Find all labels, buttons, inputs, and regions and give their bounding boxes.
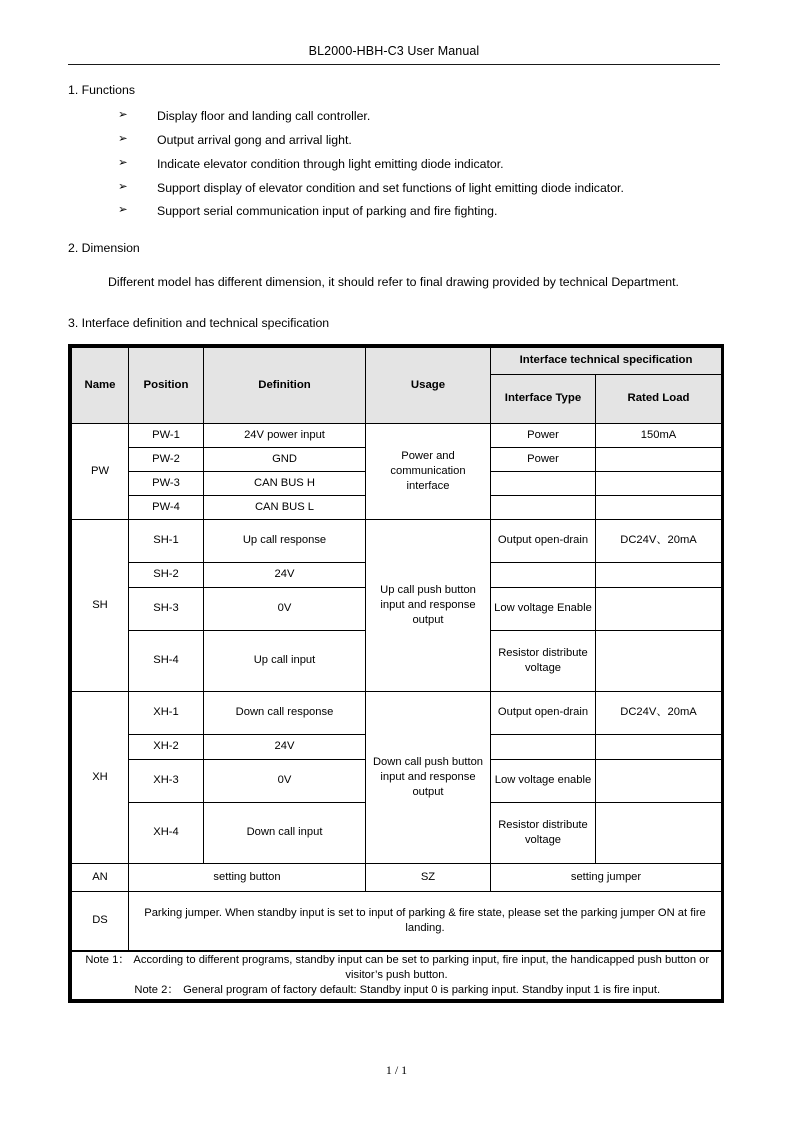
cell-position: SH-3 [129, 588, 204, 631]
cell-name: XH [72, 692, 129, 864]
list-item-label: Support serial communication input of parking and fire fighting. [157, 204, 498, 219]
cell-ds-name: DS [72, 892, 129, 952]
cell-interface-type [491, 563, 596, 588]
functions-list [0, 110, 793, 217]
arrow-bullet-icon: ➢ [118, 133, 128, 145]
cell-interface-type: Low voltage Enable [491, 588, 596, 631]
cell-position: PW-2 [129, 448, 204, 472]
cell-interface-type: Power [491, 424, 596, 448]
list-item-label: Support display of elevator condition and set functions of light emitting diode indicator. [157, 180, 624, 195]
cell-rated-load [596, 563, 722, 588]
cell-definition: CAN BUS L [204, 496, 366, 520]
arrow-bullet-icon: ➢ [118, 180, 128, 193]
cell-definition: 24V [204, 735, 366, 760]
list-item [0, 158, 793, 170]
cell-rated-load [596, 496, 722, 520]
cell-definition: 0V [204, 588, 366, 631]
list-item [0, 110, 793, 122]
cell-an-value: setting button [129, 864, 366, 892]
table-row-an [72, 864, 722, 892]
cell-usage: Power and communication interface [366, 424, 491, 520]
cell-definition: 24V [204, 563, 366, 588]
cell-sz-value: setting jumper [491, 864, 722, 892]
table-row [72, 520, 722, 563]
cell-position: PW-4 [129, 496, 204, 520]
header-rule [68, 64, 720, 65]
cell-definition: Down call response [204, 692, 366, 735]
cell-position: XH-2 [129, 735, 204, 760]
cell-interface-type: Output open-drain [491, 520, 596, 563]
note-label: Note 2： [134, 984, 179, 997]
header-interface-type: Interface Type [491, 375, 596, 424]
cell-interface-type: Power [491, 448, 596, 472]
cell-rated-load [596, 448, 722, 472]
cell-interface-type [491, 496, 596, 520]
cell-position: SH-1 [129, 520, 204, 563]
header-position: Position [129, 348, 204, 424]
cell-ds-value: Parking jumper. When standby input is set to input of parking & fire state, please set the parking jumper ON at fire landing. [129, 892, 722, 952]
list-item [0, 182, 793, 194]
cell-interface-type: Resistor distribute voltage [491, 803, 596, 864]
list-item [0, 134, 793, 146]
cell-rated-load [596, 760, 722, 803]
table-row [72, 424, 722, 448]
running-header: BL2000-HBH-C3 User Manual [308, 44, 480, 58]
cell-usage: Up call push button input and response output [366, 520, 491, 692]
cell-interface-type [491, 472, 596, 496]
cell-rated-load: DC24V、20mA [596, 692, 722, 735]
cell-position: XH-3 [129, 760, 204, 803]
header-usage: Usage [366, 348, 491, 424]
cell-definition: CAN BUS H [204, 472, 366, 496]
cell-definition: Down call input [204, 803, 366, 864]
cell-usage: Down call push button input and response output [366, 692, 491, 864]
header-rated-load: Rated Load [596, 375, 722, 424]
note-text: General program of factory default: Standby input 0 is parking input. Standby input 1 is fire input. [183, 984, 661, 997]
cell-interface-type: Resistor distribute voltage [491, 631, 596, 692]
cell-rated-load [596, 735, 722, 760]
dimension-paragraph: Different model has different dimension, it should refer to final drawing provided by technical Department. [108, 274, 679, 289]
header-spec-group: Interface technical specification [491, 348, 722, 375]
section-heading-functions: 1. Functions [68, 83, 135, 97]
page-footer: 1 / 1 [385, 1063, 408, 1077]
interface-spec-table-container [68, 344, 724, 1003]
section-heading-dimension: 2. Dimension [68, 240, 140, 255]
note-line [74, 983, 719, 998]
cell-definition: Up call response [204, 520, 366, 563]
cell-definition: 24V power input [204, 424, 366, 448]
interface-spec-table [71, 347, 722, 1000]
note-text: According to different programs, standby input can be set to parking input, fire input, the handicapped push button or visitor’s push button. [133, 954, 710, 982]
cell-interface-type [491, 735, 596, 760]
arrow-bullet-icon: ➢ [118, 109, 128, 122]
table-row-ds [72, 892, 722, 952]
cell-interface-type: Low voltage enable [491, 760, 596, 803]
cell-name: PW [72, 424, 129, 520]
section-heading-interface: 3. Interface definition and technical specification [68, 315, 330, 330]
cell-position: PW-3 [129, 472, 204, 496]
cell-position: XH-1 [129, 692, 204, 735]
cell-rated-load [596, 803, 722, 864]
cell-position: SH-4 [129, 631, 204, 692]
notes-cell [72, 951, 722, 1000]
cell-position: XH-4 [129, 803, 204, 864]
cell-definition: GND [204, 448, 366, 472]
list-item-label: Display floor and landing call controller. [157, 109, 371, 124]
table-row-notes [72, 951, 722, 1000]
cell-sz-name: SZ [366, 864, 491, 892]
cell-rated-load [596, 472, 722, 496]
list-item-label: Indicate elevator condition through light emitting diode indicator. [157, 156, 504, 171]
cell-rated-load: 150mA [596, 424, 722, 448]
arrow-bullet-icon: ➢ [118, 156, 128, 169]
cell-definition: Up call input [204, 631, 366, 692]
table-row [72, 692, 722, 735]
table-body [72, 424, 722, 1000]
header-definition: Definition [204, 348, 366, 424]
cell-an-name: AN [72, 864, 129, 892]
cell-name: SH [72, 520, 129, 692]
list-item-label: Output arrival gong and arrival light. [157, 133, 352, 147]
cell-rated-load: DC24V、20mA [596, 520, 722, 563]
cell-position: SH-2 [129, 563, 204, 588]
note-label: Note 1： [85, 954, 130, 966]
cell-interface-type: Output open-drain [491, 692, 596, 735]
document-body [0, 78, 793, 332]
cell-position: PW-1 [129, 424, 204, 448]
note-line [74, 953, 719, 983]
cell-rated-load [596, 631, 722, 692]
list-item [0, 205, 793, 217]
cell-rated-load [596, 588, 722, 631]
table-header-row-1 [72, 348, 722, 375]
cell-definition: 0V [204, 760, 366, 803]
header-name: Name [72, 348, 129, 424]
arrow-bullet-icon: ➢ [118, 204, 128, 217]
